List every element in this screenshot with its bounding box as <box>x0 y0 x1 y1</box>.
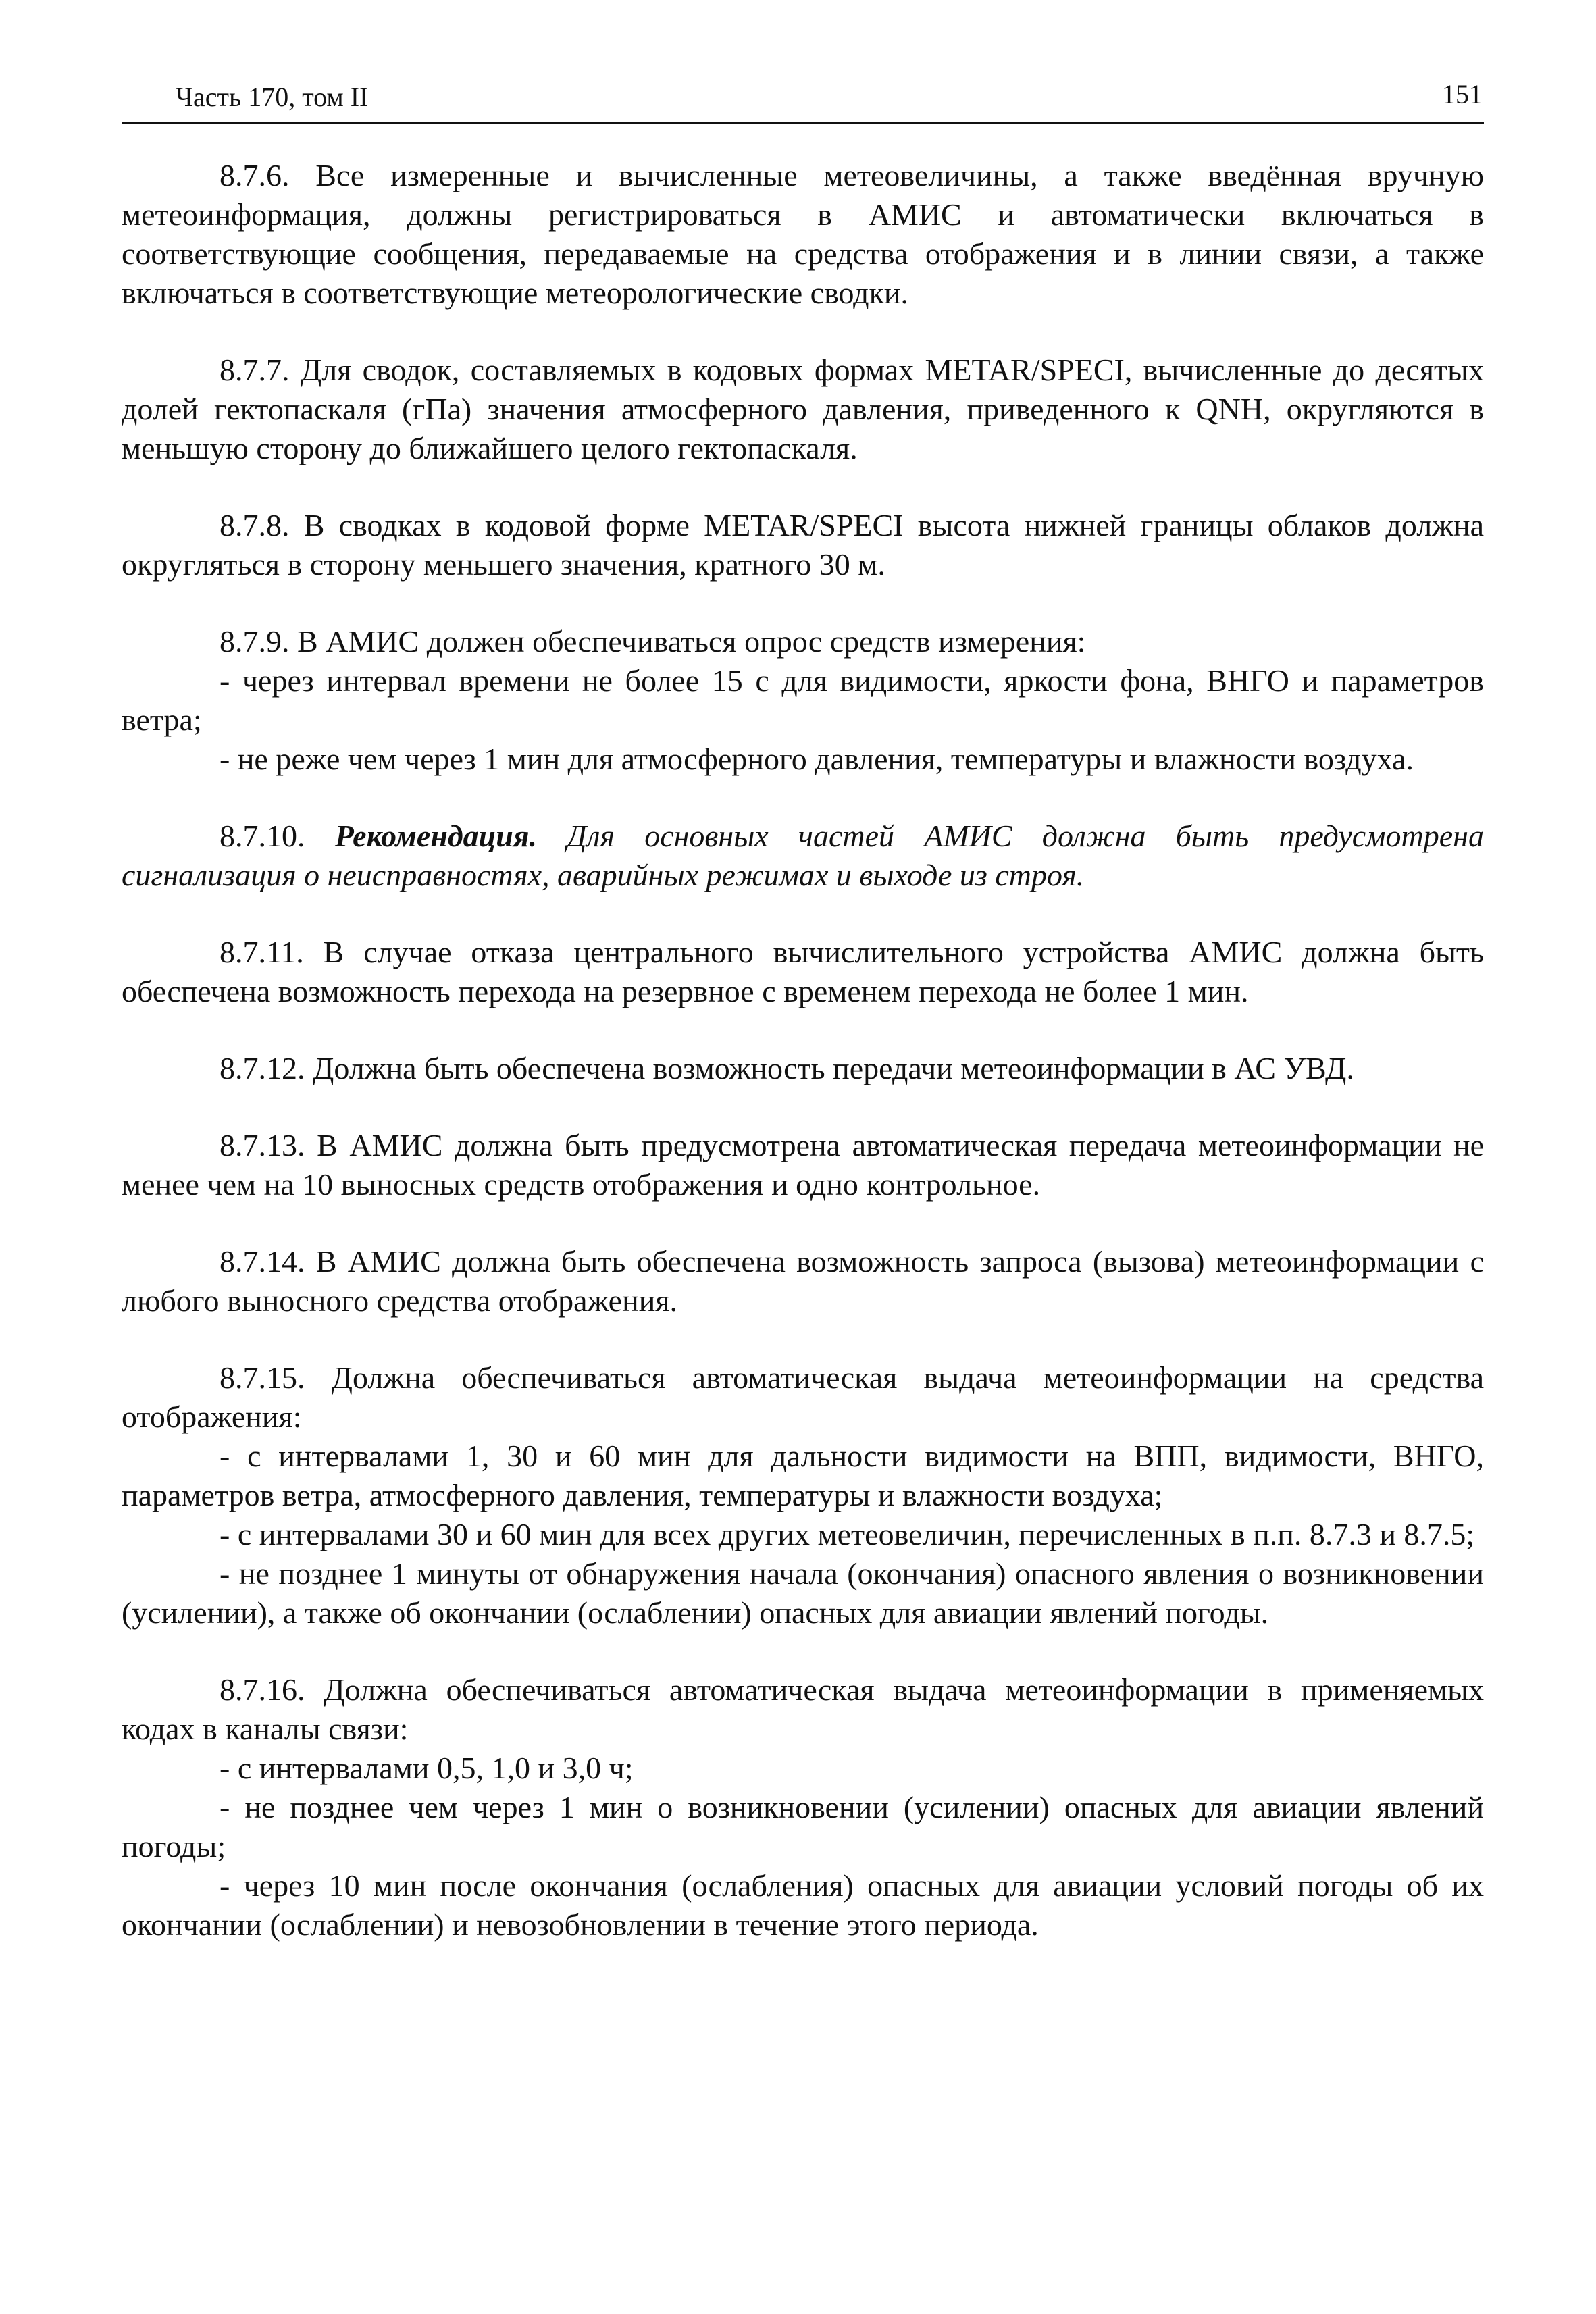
paragraph: 8.7.16. Должна обеспечиваться автоматическая выдача метеоинформации в применяемых кодах в каналы связи: <box>122 1672 1484 1746</box>
list-item: - не позднее чем через 1 мин о возникновении (усилении) опасных для авиации явлений погоды; <box>122 1790 1484 1863</box>
clause-8-7-16 <box>122 1670 1484 1945</box>
clause-8-7-8 <box>122 506 1484 584</box>
list-item: - через 10 мин после окончания (ослабления) опасных для авиации условий погоды об их окончании (ослаблении) и невозобновлении в течение этого периода. <box>122 1868 1484 1942</box>
paragraph: 8.7.8. В сводках в кодовой форме METAR/SPECI высота нижней границы облаков должна округляться в сторону меньшего значения, кратного 30 м. <box>122 508 1484 582</box>
clause-8-7-14 <box>122 1242 1484 1320</box>
list-item: - не позднее 1 минуты от обнаружения начала (окончания) опасного явления о возникновении (усилении), а также об окончании (ослаблении) опасных для авиации явлений погоды. <box>122 1556 1484 1630</box>
list-item: - с интервалами 30 и 60 мин для всех других метеовеличин, перечисленных в п.п. 8.7.3 и 8.7.5; <box>220 1517 1475 1551</box>
document-page <box>122 74 1484 1982</box>
clause-8-7-12 <box>122 1049 1484 1088</box>
document-body <box>122 156 1484 1945</box>
recommendation-text: Для основных частей АМИС должна быть предусмотрена сигнализация о неисправностях, аварийных режимах и выходе из строя. <box>122 819 1484 892</box>
clause-8-7-9 <box>122 622 1484 779</box>
list-item: - с интервалами 1, 30 и 60 мин для дальности видимости на ВПП, видимости, ВНГО, параметров ветра, атмосферного давления, температуры и влажности воздуха; <box>122 1439 1484 1512</box>
paragraph: 8.7.11. В случае отказа центрального вычислительного устройства АМИС должна быть обеспечена возможность перехода на резервное с временем перехода не более 1 мин. <box>122 935 1484 1008</box>
paragraph: 8.7.7. Для сводок, составляемых в кодовых формах METAR/SPECI, вычисленные до десятых долей гектопаскаля (гПа) значения атмосферного давления, приведенного к QNH, округляются в меньшую сторону до ближайшего целого гектопаскаля. <box>122 353 1484 465</box>
running-head: Часть 170, том II <box>176 82 369 112</box>
clause-number: 8.7.10. <box>220 819 335 853</box>
paragraph: 8.7.12. Должна быть обеспечена возможность передачи метеоинформации в АС УВД. <box>220 1051 1354 1085</box>
clause-8-7-11 <box>122 933 1484 1011</box>
paragraph: 8.7.13. В АМИС должна быть предусмотрена автоматическая передача метеоинформации не менее чем на 10 выносных средств отображения и одно контрольное. <box>122 1128 1484 1202</box>
paragraph: 8.7.15. Должна обеспечиваться автоматическая выдача метеоинформации на средства отображения: <box>122 1360 1484 1434</box>
page-header <box>122 74 1484 124</box>
list-item: - не реже чем через 1 мин для атмосферного давления, температуры и влажности воздуха. <box>220 742 1414 776</box>
clause-8-7-10 <box>122 817 1484 895</box>
clause-8-7-7 <box>122 351 1484 468</box>
clause-8-7-13 <box>122 1126 1484 1204</box>
list-item: - с интервалами 0,5, 1,0 и 3,0 ч; <box>220 1751 634 1785</box>
paragraph: 8.7.6. Все измеренные и вычисленные метеовеличины, а также введённая вручную метеоинформация, должны регистрироваться в АМИС и автоматически включаться в соответствующие сообщения, передаваемые на средства отображения и в линии связи, а также включаться в соответствующие метеорологические сводки. <box>122 158 1484 310</box>
recommendation-label: Рекомендация. <box>334 819 538 853</box>
paragraph <box>122 817 1484 895</box>
paragraph: 8.7.14. В АМИС должна быть обеспечена возможность запроса (вызова) метеоинформации с любого выносного средства отображения. <box>122 1244 1484 1318</box>
paragraph: 8.7.9. В АМИС должен обеспечиваться опрос средств измерения: <box>220 624 1086 659</box>
page-number: 151 <box>1442 79 1483 109</box>
list-item: - через интервал времени не более 15 с для видимости, яркости фона, ВНГО и параметров ветра; <box>122 663 1484 737</box>
clause-8-7-15 <box>122 1358 1484 1632</box>
clause-8-7-6 <box>122 156 1484 313</box>
